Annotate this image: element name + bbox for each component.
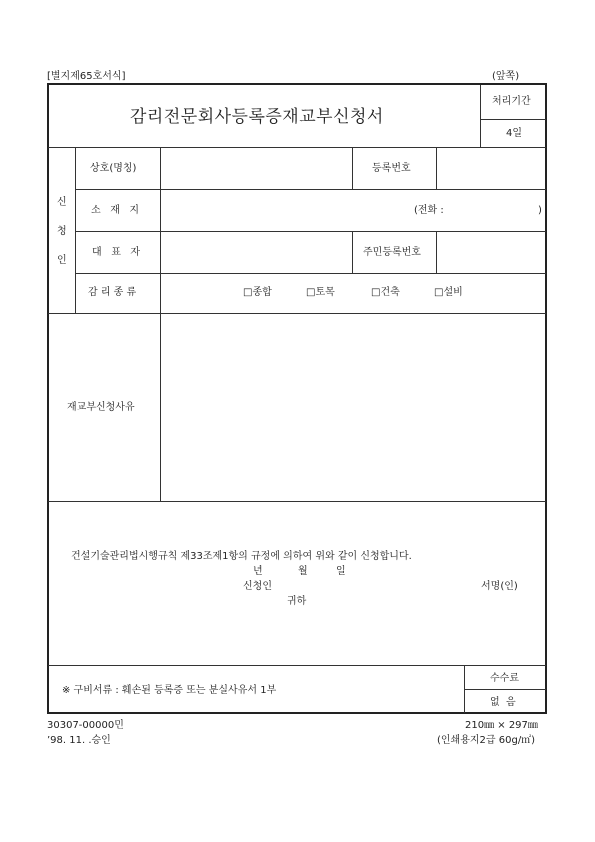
divider [75, 273, 546, 274]
divider [48, 665, 546, 666]
divider [480, 85, 481, 147]
rep-label: 대 표 자 [92, 247, 141, 258]
statement-day: 일 [336, 566, 346, 577]
processing-value: 4일 [506, 128, 523, 139]
divider [436, 231, 437, 273]
reason-label: 재교부신청사유 [67, 402, 135, 413]
phone-label: (전화 : [414, 205, 444, 216]
divider [75, 189, 546, 190]
divider [160, 147, 161, 501]
approval-date: ’98. 11. .승인 [47, 735, 111, 746]
divider [352, 147, 353, 189]
reason-field[interactable] [162, 315, 544, 499]
statement-month: 월 [298, 566, 308, 577]
applicant-group-char: 신 [57, 197, 67, 208]
required-docs: ※ 구비서류 : 훼손된 등록증 또는 분실사유서 1부 [62, 685, 277, 696]
resident-no-label: 주민등록번호 [363, 247, 421, 258]
divider [48, 147, 546, 148]
divider [464, 689, 546, 690]
fee-value: 없 음 [490, 697, 516, 708]
statement-year: 년 [253, 566, 263, 577]
divider [436, 147, 437, 189]
applicant-group-char: 인 [57, 255, 67, 266]
divider [48, 501, 546, 502]
paper-size: 210㎜ × 297㎜ [465, 720, 538, 731]
applicant-group-char: 청 [57, 226, 67, 237]
address-field[interactable] [162, 191, 407, 229]
divider [48, 313, 546, 314]
divider [352, 231, 353, 273]
name-label: 상호(명칭) [90, 163, 137, 174]
resident-no-field[interactable] [438, 233, 544, 271]
form-title: 감리전문회사등록증재교부신청서 [130, 107, 384, 127]
kind-checkbox-building[interactable]: □건축 [371, 287, 400, 298]
reg-no-label: 등록번호 [372, 163, 411, 174]
rep-field[interactable] [162, 233, 350, 271]
fee-label: 수수료 [490, 673, 519, 684]
name-field[interactable] [162, 149, 350, 187]
divider [75, 147, 76, 313]
divider [75, 231, 546, 232]
kind-checkbox-general[interactable]: □종합 [243, 287, 272, 298]
statement-addressee: 귀하 [287, 596, 307, 607]
statement-applicant: 신청인 [243, 581, 272, 592]
reg-no-field[interactable] [438, 149, 544, 187]
statement-sign: 서명(인) [481, 581, 518, 592]
form-number: [별지제65호서식] [47, 71, 126, 82]
divider [480, 119, 546, 120]
form-code: 30307-00000민 [47, 720, 124, 731]
phone-field[interactable] [452, 191, 538, 229]
paper-spec: (인쇄용지2급 60g/㎡) [437, 735, 536, 746]
phone-close: ) [538, 205, 542, 216]
kind-checkbox-civil[interactable]: □토목 [306, 287, 335, 298]
kind-checkbox-facility[interactable]: □설비 [434, 287, 463, 298]
side-label: (앞쪽) [492, 71, 520, 82]
processing-label: 처리기간 [492, 96, 531, 107]
kind-label: 감 리 종 류 [88, 287, 137, 298]
statement-text: 건설기술관리법시행규칙 제33조제1항의 규정에 의하여 위와 같이 신청합니다. [71, 551, 412, 562]
address-label: 소 재 지 [91, 205, 140, 216]
